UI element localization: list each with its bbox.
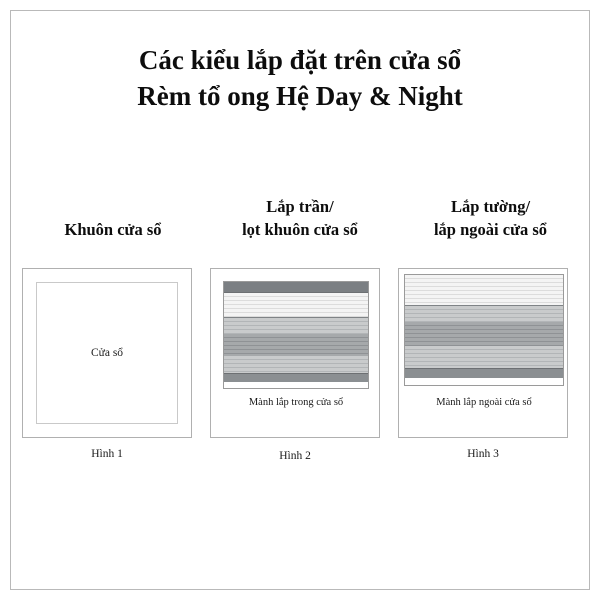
figure-3-window-frame — [398, 268, 568, 438]
column-2-heading-line-1: Lắp trần/ — [266, 197, 334, 216]
blind-dark-band — [224, 334, 368, 356]
figure-3-blind-outside-frame — [404, 274, 564, 386]
figure-3-label: Mành lắp ngoài cửa sổ — [436, 397, 532, 408]
column-3-heading-line-1: Lắp tường/ — [450, 197, 531, 216]
blind-bottomrail — [224, 373, 368, 382]
figure-1-window-frame — [22, 268, 192, 438]
figure-3-caption: Hình 3 — [467, 448, 499, 460]
column-2-heading — [205, 195, 395, 241]
blind-mid-band — [224, 318, 368, 334]
blind-mid-band-lower — [224, 356, 368, 373]
figure-1-window-opening — [36, 282, 178, 424]
column-1-heading — [18, 195, 208, 241]
blind-mid-band — [405, 306, 563, 322]
blind-sheer-band-upper — [405, 275, 563, 305]
title-line-2: Rèm tổ ong Hệ Day & Night — [137, 81, 463, 111]
blind-dark-band — [405, 322, 563, 346]
column-3-heading-line-2: lắp ngoài cửa sổ — [433, 220, 548, 239]
figure-2-blind-inside-frame — [223, 281, 369, 389]
page-title — [0, 42, 600, 114]
figure-1-label: Cửa sổ — [90, 347, 124, 359]
figure-2-window-frame — [210, 268, 380, 438]
column-3-heading — [393, 195, 588, 241]
column-2-heading-line-2: lọt khuôn cửa sổ — [242, 220, 358, 239]
blind-mid-band-lower — [405, 346, 563, 368]
figure-2-label: Mành lắp trong cửa sổ — [248, 397, 344, 408]
column-1-heading-line-1: Khuôn cửa sổ — [64, 220, 162, 239]
figure-2-caption: Hình 2 — [279, 450, 311, 462]
blind-sheer-band-upper — [224, 293, 368, 317]
blind-bottomrail — [405, 368, 563, 378]
figure-1-caption: Hình 1 — [91, 448, 123, 460]
blind-headrail — [224, 282, 368, 293]
title-line-1: Các kiểu lắp đặt trên cửa sổ — [138, 45, 462, 75]
